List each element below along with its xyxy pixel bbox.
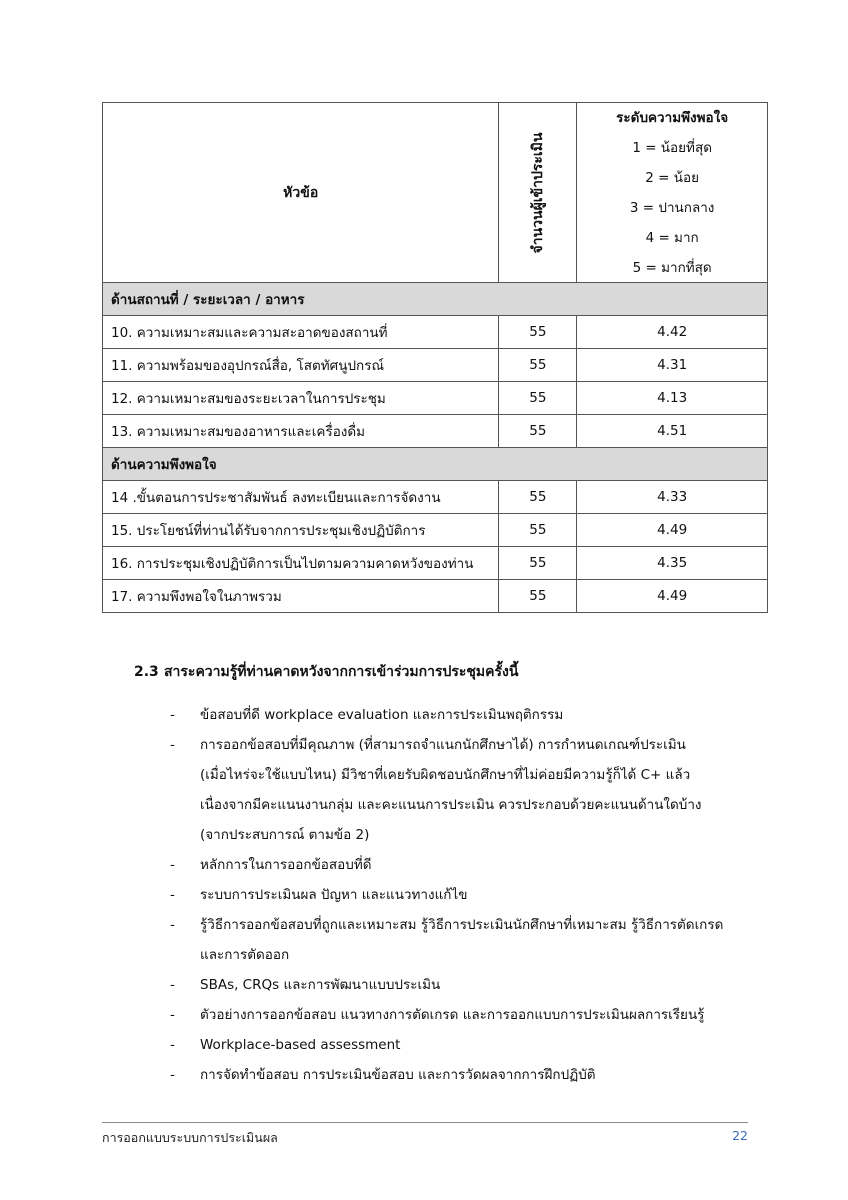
list-item	[170, 1060, 770, 1090]
table-row	[103, 547, 768, 580]
footer-title: การออกแบบระบบการประเมินผล	[102, 1130, 278, 1145]
row-topic: 16. การประชุมเชิงปฏิบัติการเป็นไปตามความคาดหวังของท่าน	[103, 547, 499, 580]
table-row	[103, 316, 768, 349]
table-row	[103, 415, 768, 448]
page-number: 22	[732, 1128, 748, 1143]
list-item	[170, 1000, 770, 1030]
list-item	[170, 700, 770, 730]
bullet-dash: -	[170, 707, 175, 723]
bullet-dash: -	[170, 1007, 175, 1023]
scale-item: 4 = มาก	[645, 230, 699, 246]
bullet-dash: -	[170, 1037, 175, 1053]
row-count: 55	[499, 481, 577, 514]
bullet-dash: -	[170, 737, 175, 753]
list-item-line: รู้วิธีการออกข้อสอบที่ถูกและเหมาะสม รู้วิธีการประเมินนักศึกษาที่เหมาะสม รู้วิธีการตัดเกรด	[200, 917, 724, 933]
list-item-line: การจัดทำข้อสอบ การประเมินข้อสอบ และการวัดผลจากการฝึกปฏิบัติ	[200, 1067, 596, 1083]
list-item-line: การออกข้อสอบที่มีคุณภาพ (ที่สามารถจำแนกนักศึกษาได้) การกำหนดเกณฑ์ประเมิน	[200, 737, 686, 753]
table-row	[103, 349, 768, 382]
list-item-line: เนื่องจากมีคะแนนงานกลุ่ม และคะแนนการประเมิน ควรประกอบด้วยคะแนนด้านใดบ้าง	[200, 797, 702, 813]
bullet-dash: -	[170, 857, 175, 873]
table-header-row	[103, 103, 768, 283]
list-item	[170, 850, 770, 880]
row-score: 4.49	[577, 514, 768, 547]
row-score: 4.51	[577, 415, 768, 448]
section-row	[103, 283, 768, 316]
scale-item: 5 = มากที่สุด	[632, 260, 712, 276]
list-item-line: SBAs, CRQs และการพัฒนาแบบประเมิน	[200, 977, 441, 993]
list-item	[170, 1030, 770, 1060]
section-number: 2.3	[134, 664, 159, 680]
row-count: 55	[499, 382, 577, 415]
row-score: 4.49	[577, 580, 768, 613]
list-item-line: และการตัดออก	[200, 947, 290, 963]
topic-column-header: หัวข้อ	[103, 103, 499, 283]
row-topic: 17. ความพึงพอใจในภาพรวม	[103, 580, 499, 613]
section-title: สาระความรู้ที่ท่านคาดหวังจากการเข้าร่วมการประชุมครั้งนี้	[164, 664, 519, 680]
scale-item: 3 = ปานกลาง	[629, 200, 715, 216]
section-row	[103, 448, 768, 481]
list-item-line: (จากประสบการณ์ ตามข้อ 2)	[200, 827, 370, 843]
section-title: ด้านความพึงพอใจ	[103, 448, 768, 481]
bullet-dash: -	[170, 977, 175, 993]
list-item-line: (เมื่อไหร่จะใช้แบบไหน) มีวิชาที่เคยรับผิดชอบนักศึกษาที่ไม่ค่อยมีความรู้ก็ได้ C+ แล้ว	[200, 767, 691, 783]
list-item-line: ตัวอย่างการออกข้อสอบ แนวทางการตัดเกรด และการออกแบบการประเมินผลการเรียนรู้	[200, 1007, 705, 1023]
row-count: 55	[499, 316, 577, 349]
row-score: 4.35	[577, 547, 768, 580]
row-score: 4.42	[577, 316, 768, 349]
section-title: ด้านสถานที่ / ระยะเวลา / อาหาร	[103, 283, 768, 316]
list-item-line: หลักการในการออกข้อสอบที่ดี	[200, 857, 372, 873]
row-topic: 15. ประโยชน์ที่ท่านได้รับจากการประชุมเชิงปฏิบัติการ	[103, 514, 499, 547]
list-item	[170, 910, 770, 970]
scale-item: 2 = น้อย	[645, 170, 700, 186]
table-row	[103, 382, 768, 415]
list-item-line: ระบบการประเมินผล ปัญหา และแนวทางแก้ไข	[200, 887, 468, 903]
satisfaction-table	[102, 102, 768, 613]
list-item-line: ข้อสอบที่ดี workplace evaluation และการประเมินพฤติกรรม	[200, 707, 564, 723]
row-count: 55	[499, 415, 577, 448]
expectation-list	[170, 700, 770, 1090]
list-item	[170, 880, 770, 910]
list-item	[170, 970, 770, 1000]
row-count: 55	[499, 349, 577, 382]
section-heading	[134, 661, 518, 683]
table-row	[103, 481, 768, 514]
scale-item: 1 = น้อยที่สุด	[632, 140, 712, 156]
count-column-header	[499, 103, 577, 283]
footer-divider	[102, 1122, 748, 1123]
row-topic: 14 .ขั้นตอนการประชาสัมพันธ์ ลงทะเบียนและการจัดงาน	[103, 481, 499, 514]
row-topic: 12. ความเหมาะสมของระยะเวลาในการประชุม	[103, 382, 499, 415]
bullet-dash: -	[170, 917, 175, 933]
table-row	[103, 514, 768, 547]
row-count: 55	[499, 514, 577, 547]
row-topic: 10. ความเหมาะสมและความสะอาดของสถานที่	[103, 316, 499, 349]
scale-title: ระดับความพึงพอใจ	[616, 110, 729, 126]
row-score: 4.31	[577, 349, 768, 382]
row-topic: 13. ความเหมาะสมของอาหารและเครื่องดื่ม	[103, 415, 499, 448]
row-topic: 11. ความพร้อมของอุปกรณ์สื่อ, โสตทัศนูปกรณ์	[103, 349, 499, 382]
row-count: 55	[499, 580, 577, 613]
scale-column-header	[577, 103, 768, 283]
count-column-header-text: จำนวนผู้เข้าประเมิน	[529, 132, 546, 253]
row-count: 55	[499, 547, 577, 580]
table-row	[103, 580, 768, 613]
bullet-dash: -	[170, 887, 175, 903]
list-item	[170, 730, 770, 850]
bullet-dash: -	[170, 1067, 175, 1083]
list-item-line: Workplace-based assessment	[200, 1037, 401, 1053]
row-score: 4.13	[577, 382, 768, 415]
row-score: 4.33	[577, 481, 768, 514]
